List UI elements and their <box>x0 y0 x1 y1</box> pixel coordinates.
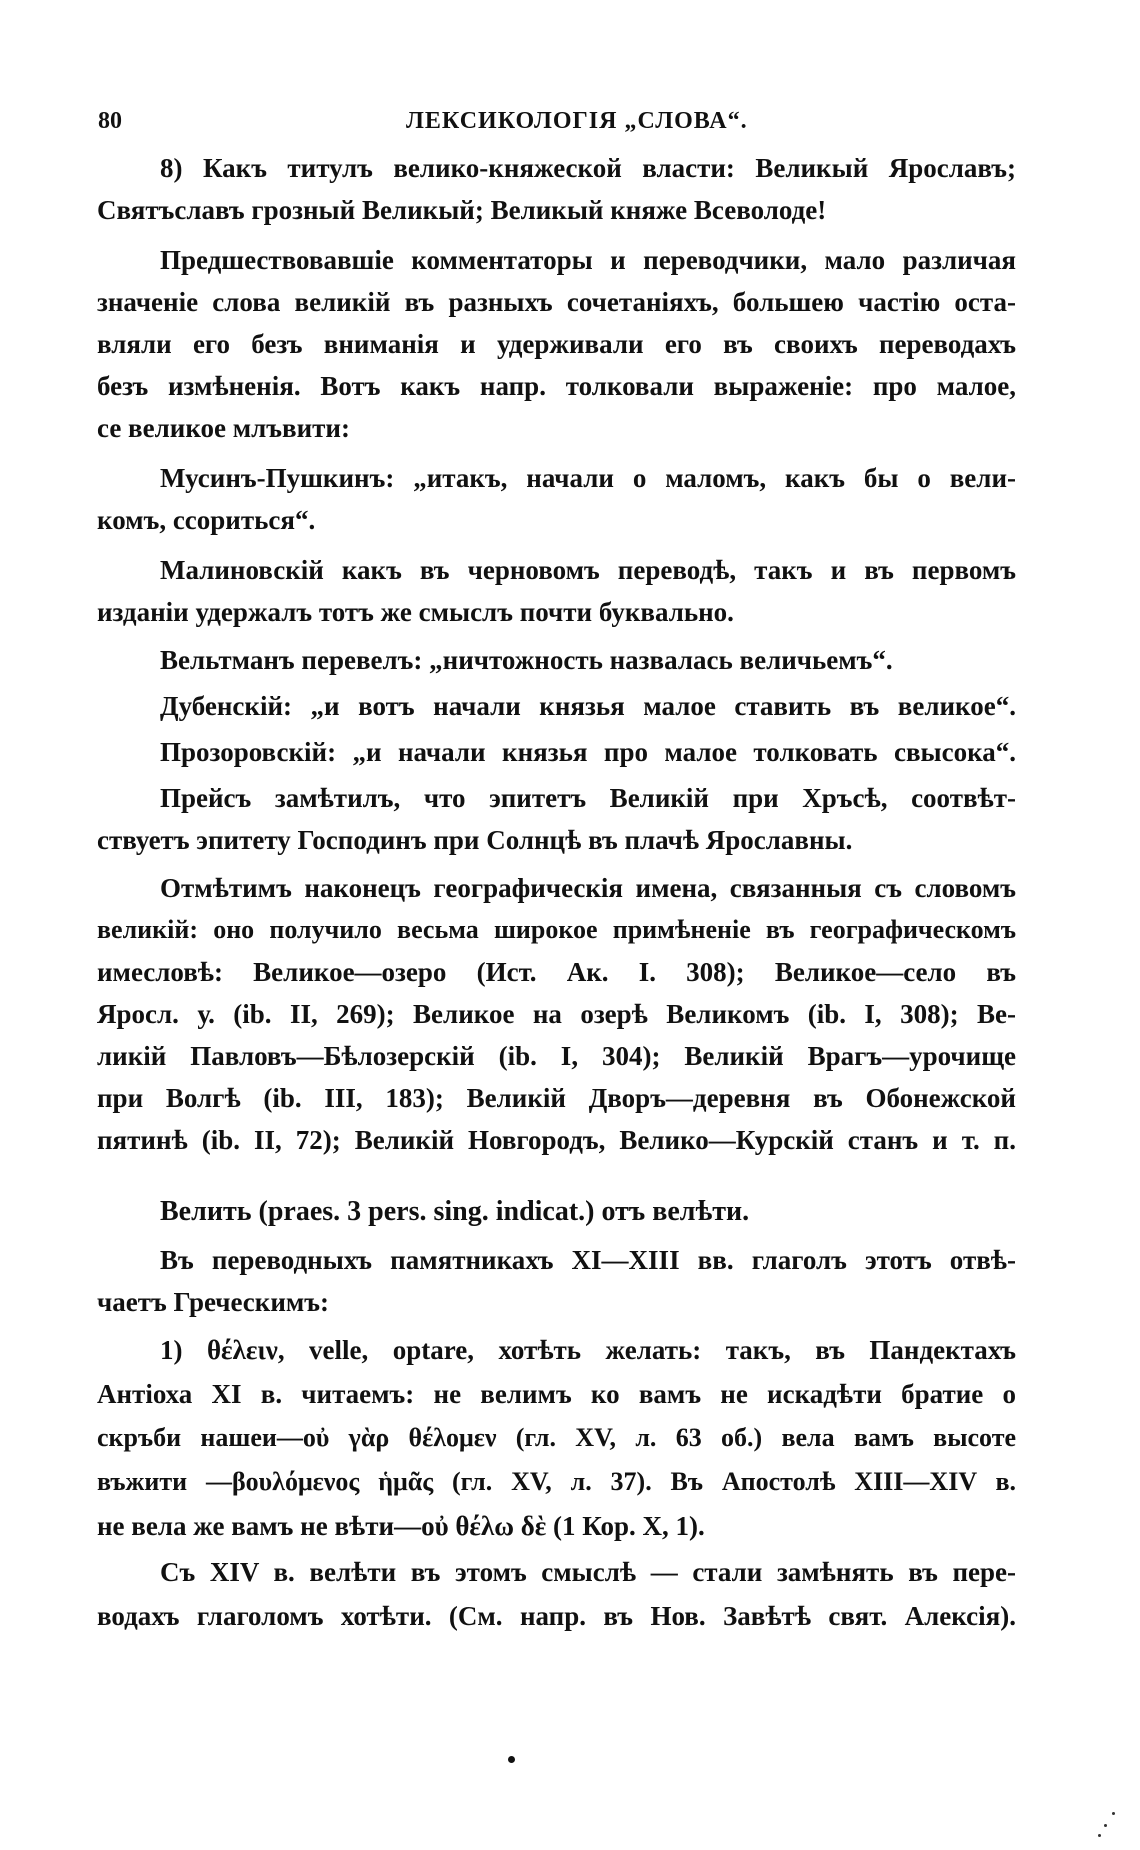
text-line: комъ, ссориться“. <box>97 505 316 535</box>
text-line: Въ переводныхъ памятникахъ XI—XIII вв. глаголъ этотъ отвѣ- <box>160 1245 1016 1275</box>
text-line: при Волгѣ (ib. III, 183); Великій Дворъ—деревня въ Обонежской <box>97 1083 1016 1113</box>
text-line: Съ XIV в. велѣти въ этомъ смыслѣ — стали замѣнять въ пере- <box>160 1557 1016 1587</box>
print-speck <box>508 1756 515 1763</box>
text-line: Дубенскій: „и вотъ начали князья малое ставить въ великое“. <box>160 691 1016 721</box>
text-line: Прейсъ замѣтилъ, что эпитетъ Великій при Хръсѣ, соотвѣт- <box>160 783 1016 813</box>
text-line: значеніе слова великій въ разныхъ сочетаніяхъ, большею частію оста- <box>97 287 1016 317</box>
text-line: ликій Павловъ—Бѣлозерскій (ib. I, 304); Великій Врагъ—урочище <box>97 1041 1016 1071</box>
text-line: изданіи удержалъ тотъ же смыслъ почти буквально. <box>97 597 734 627</box>
text-line: скръби нашеи—οὐ γὰρ θέλομεν (гл. XV, л. 63 об.) вела вамъ высоте <box>97 1423 1016 1452</box>
text-line: Вельтманъ перевелъ: „ничтожность назвалась величьемъ“. <box>160 645 893 675</box>
text-line: се великое млъвити: <box>97 413 350 443</box>
text-line: вляли его безъ вниманія и удерживали его въ своихъ переводахъ <box>97 329 1016 359</box>
running-title: ЛЕКСИКОЛОГІЯ „СЛОВА“. <box>406 108 748 134</box>
text-line: въжити —βουλόμενος ἡμᾶς (гл. XV, л. 37). Въ Апостолѣ XIII—XIV в. <box>97 1467 1016 1496</box>
text-line: водахъ глаголомъ хотѣти. (См. напр. въ Нов. Завѣтѣ свят. Алексія). <box>97 1601 1016 1631</box>
text-line: чаетъ Греческимъ: <box>97 1287 330 1317</box>
text-line: Антіоха XI в. читаемъ: не велимъ ко вамъ не искадѣти братие о <box>97 1379 1016 1409</box>
text-line: ствуетъ эпитету Господинъ при Солнцѣ въ плачѣ Ярославны. <box>97 825 853 855</box>
text-line: Прозоровскій: „и начали князья про малое толковать свысока“. <box>160 737 1016 767</box>
print-speck <box>1112 1812 1115 1815</box>
page-number: 80 <box>98 108 122 134</box>
text-line: Мусинъ-Пушкинъ: „итакъ, начали о маломъ, какъ бы о вели- <box>160 463 1016 493</box>
text-line: Святъславъ грозный Великый; Великый княже Всеволоде! <box>97 195 827 225</box>
text-line: безъ измѣненія. Вотъ какъ напр. толковали выраженіе: про малое, <box>97 371 1016 401</box>
text-line: Предшествовавшіе комментаторы и переводчики, мало различая <box>160 245 1016 275</box>
text-line: Отмѣтимъ наконецъ географическія имена, связанныя съ словомъ <box>160 873 1016 903</box>
text-line: великій: оно получило весьма широкое примѣненіе въ географическомъ <box>97 915 1016 944</box>
text-line: 1) θέλειν, velle, optare, хотѣть желать: такъ, въ Пандектахъ <box>160 1335 1016 1365</box>
text-line: не вела же вамъ не вѣти—οὐ θέλω δὲ (1 Кор. X, 1). <box>97 1511 705 1541</box>
print-speck <box>1098 1834 1101 1837</box>
text-line: Яросл. у. (ib. II, 269); Великое на озерѣ Великомъ (ib. I, 308); Ве- <box>97 999 1016 1029</box>
print-speck <box>1104 1824 1107 1827</box>
text-line: 8) Какъ титулъ велико-княжеской власти: Великый Ярославъ; <box>160 153 1016 183</box>
text-line: Малиновскій какъ въ черновомъ переводѣ, такъ и въ первомъ <box>160 555 1016 585</box>
text-line: имесловѣ: Великое—озеро (Ист. Ак. I. 308); Великое—село въ <box>97 957 1016 987</box>
text-line: пятинѣ (ib. II, 72); Великій Новгородъ, Велико—Курскій станъ и т. п. <box>97 1125 1016 1155</box>
page-header <box>98 108 1018 142</box>
entry-heading: Велить (praes. 3 pers. sing. indicat.) отъ велѣти. <box>160 1196 750 1227</box>
